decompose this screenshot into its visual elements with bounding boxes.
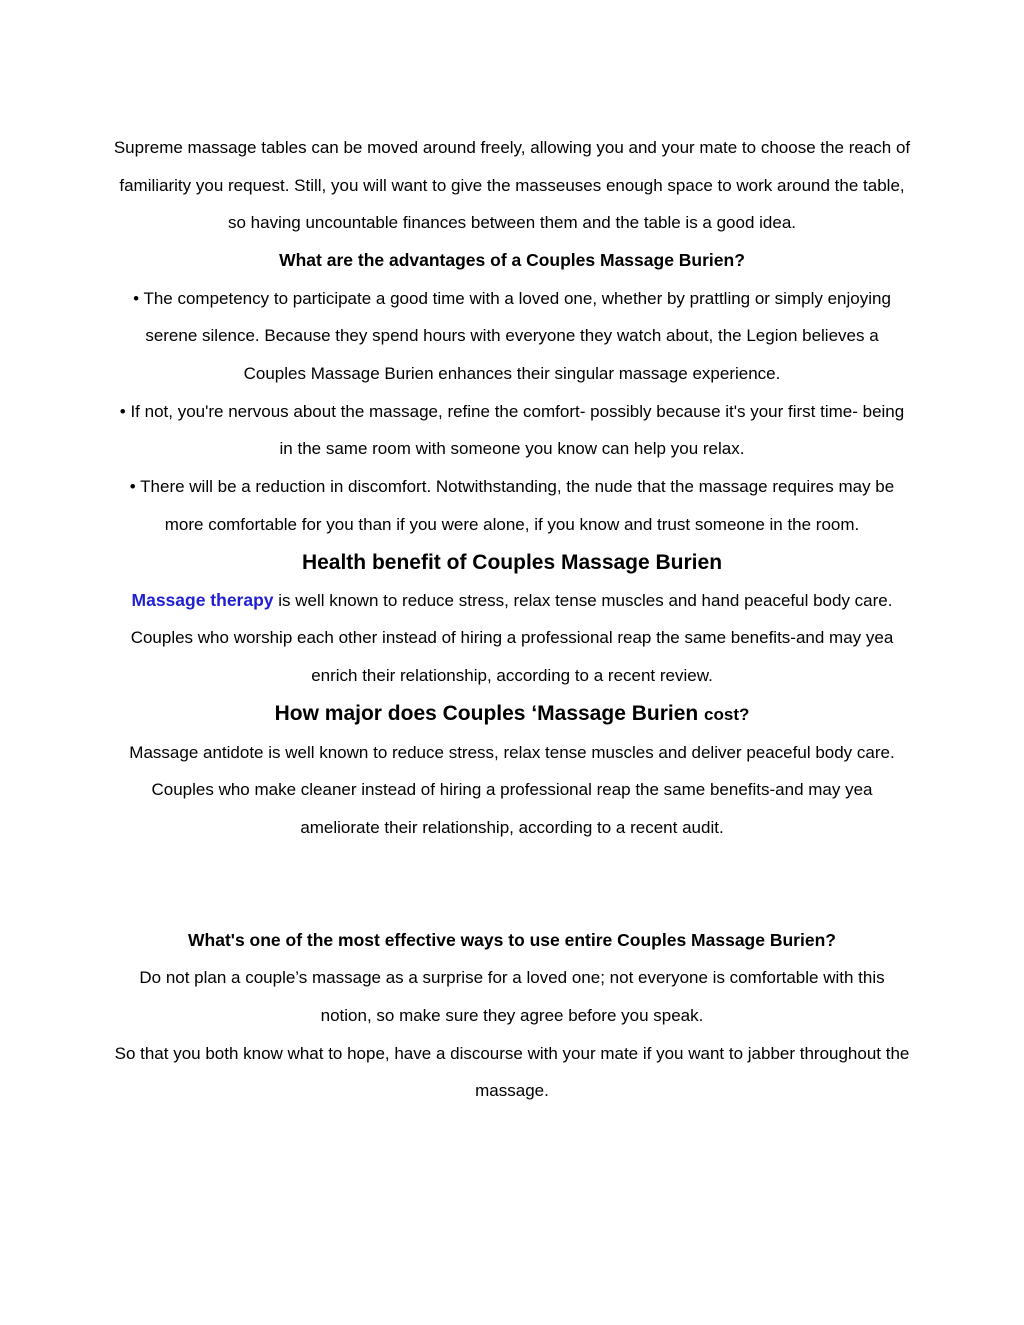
advantage-bullet-1: • The competency to participate a good time with a loved one, whether by prattling or simply enjoying serene silence. Because they spend hours with everyone they watch about, the Legion believes a Couples Massage Burien enhances their singular massage experience. (133, 288, 891, 384)
effective-ways-heading: What's one of the most effective ways to use entire Couples Massage Burien? (188, 929, 836, 950)
advantage-bullet-2: • If not, you're nervous about the massage, refine the comfort- possibly because it's your first time- being in the same room with someone you know can help you relax. (119, 401, 905, 459)
intro-paragraph: Supreme massage tables can be moved around freely, allowing you and your mate to choose the reach of familiarity you request. Still, you will want to give the masseuses enough space to work around the table, so having uncountable finances between them and the table is a good idea. (113, 138, 911, 233)
document-body (112, 129, 912, 1110)
cost-paragraph: Massage antidote is well known to reduce stress, relax tense muscles and deliver peaceful body care. Couples who make cleaner instead of hiring a professional reap the same benefits-and may yea ameliorate their relationship, according to a recent audit. (129, 742, 895, 838)
cost-heading-small: cost? (704, 704, 750, 724)
cost-heading (112, 695, 912, 734)
advantages-heading: What are the advantages of a Couples Massage Burien? (279, 250, 745, 271)
effective-ways-paragraph-2: So that you both know what to hope, have a discourse with your mate if you want to jabber throughout the massage. (114, 1043, 910, 1101)
cost-heading-main: How major does Couples ‘Massage Burien (274, 701, 705, 725)
effective-ways-paragraph-1: Do not plan a couple’s massage as a surprise for a loved one; not everyone is comfortable with this notion, so make sure they agree before you speak. (139, 968, 885, 1025)
advantage-bullet-3: • There will be a reduction in discomfort. Notwithstanding, the nude that the massage requires may be more comfortable for you than if you were alone, if you know and trust someone in the room. (129, 477, 895, 534)
health-benefit-heading: Health benefit of Couples Massage Burien (301, 550, 723, 574)
section-spacer (112, 847, 912, 922)
massage-therapy-link[interactable]: Massage therapy (131, 589, 274, 610)
health-benefit-text: is well known to reduce stress, relax tense muscles and hand peaceful body care. Couples who worship each other instead of hiring a professional reap the same benefits-and may yea enrich their relationship, according to a recent review. (130, 590, 894, 685)
health-benefit-paragraph (112, 582, 912, 695)
